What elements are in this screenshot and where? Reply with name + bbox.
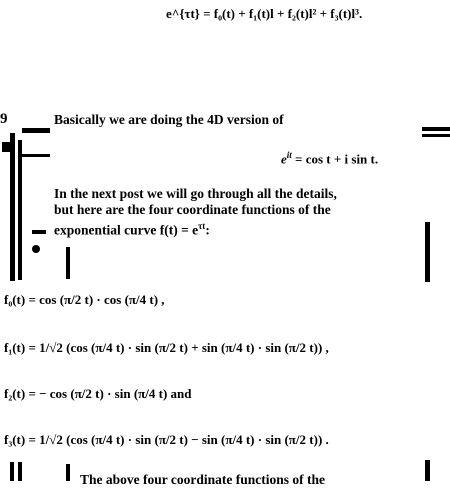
exp-curve-exponent: τt <box>198 221 206 231</box>
post-number: 9 <box>0 111 8 127</box>
paragraph-bottom: The above four coordinate functions of the <box>80 472 325 487</box>
frame-bar-left-vertical <box>10 133 15 281</box>
exp-curve-end: : <box>205 222 210 238</box>
equation-f2-text: f₂(t) = − cos (π/2 t) · sin (π/4 t) and <box>4 386 192 401</box>
paragraph-intro: Basically we are doing the 4D version of <box>54 112 284 127</box>
equation-f0 <box>4 292 165 308</box>
euler-exponent: it <box>286 150 292 160</box>
top-equation <box>166 6 362 22</box>
equation-f2 <box>4 386 192 402</box>
bottom-bar-left3 <box>66 464 70 481</box>
frame-bar-left-inner <box>18 140 22 280</box>
frame-bar-top <box>22 128 50 133</box>
frame-bar-mid <box>22 154 50 157</box>
paragraph-details-line2: but here are the four coordinate functions of the <box>54 202 331 217</box>
bottom-bar-left2 <box>18 462 22 481</box>
equation-f3 <box>4 432 329 448</box>
bottom-bar-left1 <box>10 462 14 481</box>
bullet-dot <box>32 245 40 253</box>
paragraph-details-line3 <box>54 218 337 239</box>
euler-base: e <box>281 151 287 167</box>
equation-f1-text: f₁(t) = 1/√2 (cos (π/4 t) · sin (π/2 t) + sin (π/4 t) · sin (π/2 t)) , <box>4 340 329 355</box>
euler-formula <box>281 150 378 167</box>
exp-curve-text: exponential curve f(t) = e <box>54 222 199 238</box>
frame-bar-right-vertical <box>425 222 430 282</box>
paragraph-details <box>54 186 337 239</box>
frame-bar-right-top2 <box>422 134 450 137</box>
equation-f0-text: f₀(t) = cos (π/2 t) · cos (π/4 t) , <box>4 292 165 307</box>
frame-bar-small-left <box>32 230 46 234</box>
top-equation-text: e^{τt} = f₀(t) + f₁(t)l + f₂(t)l² + f₃(t)l³. <box>166 6 363 21</box>
equation-f1 <box>4 340 329 356</box>
paragraph-details-line1: In the next post we will go through all the details, <box>54 186 337 201</box>
frame-square <box>2 142 12 152</box>
bottom-bar-right1 <box>425 460 430 481</box>
euler-rhs: = cos t + i sin t. <box>295 151 379 167</box>
frame-bar-right-top <box>422 127 450 131</box>
frame-bar-short-vertical <box>66 247 70 279</box>
equation-f3-text: f₃(t) = 1/√2 (cos (π/4 t) · sin (π/2 t) − sin (π/4 t) · sin (π/2 t)) . <box>4 432 329 447</box>
